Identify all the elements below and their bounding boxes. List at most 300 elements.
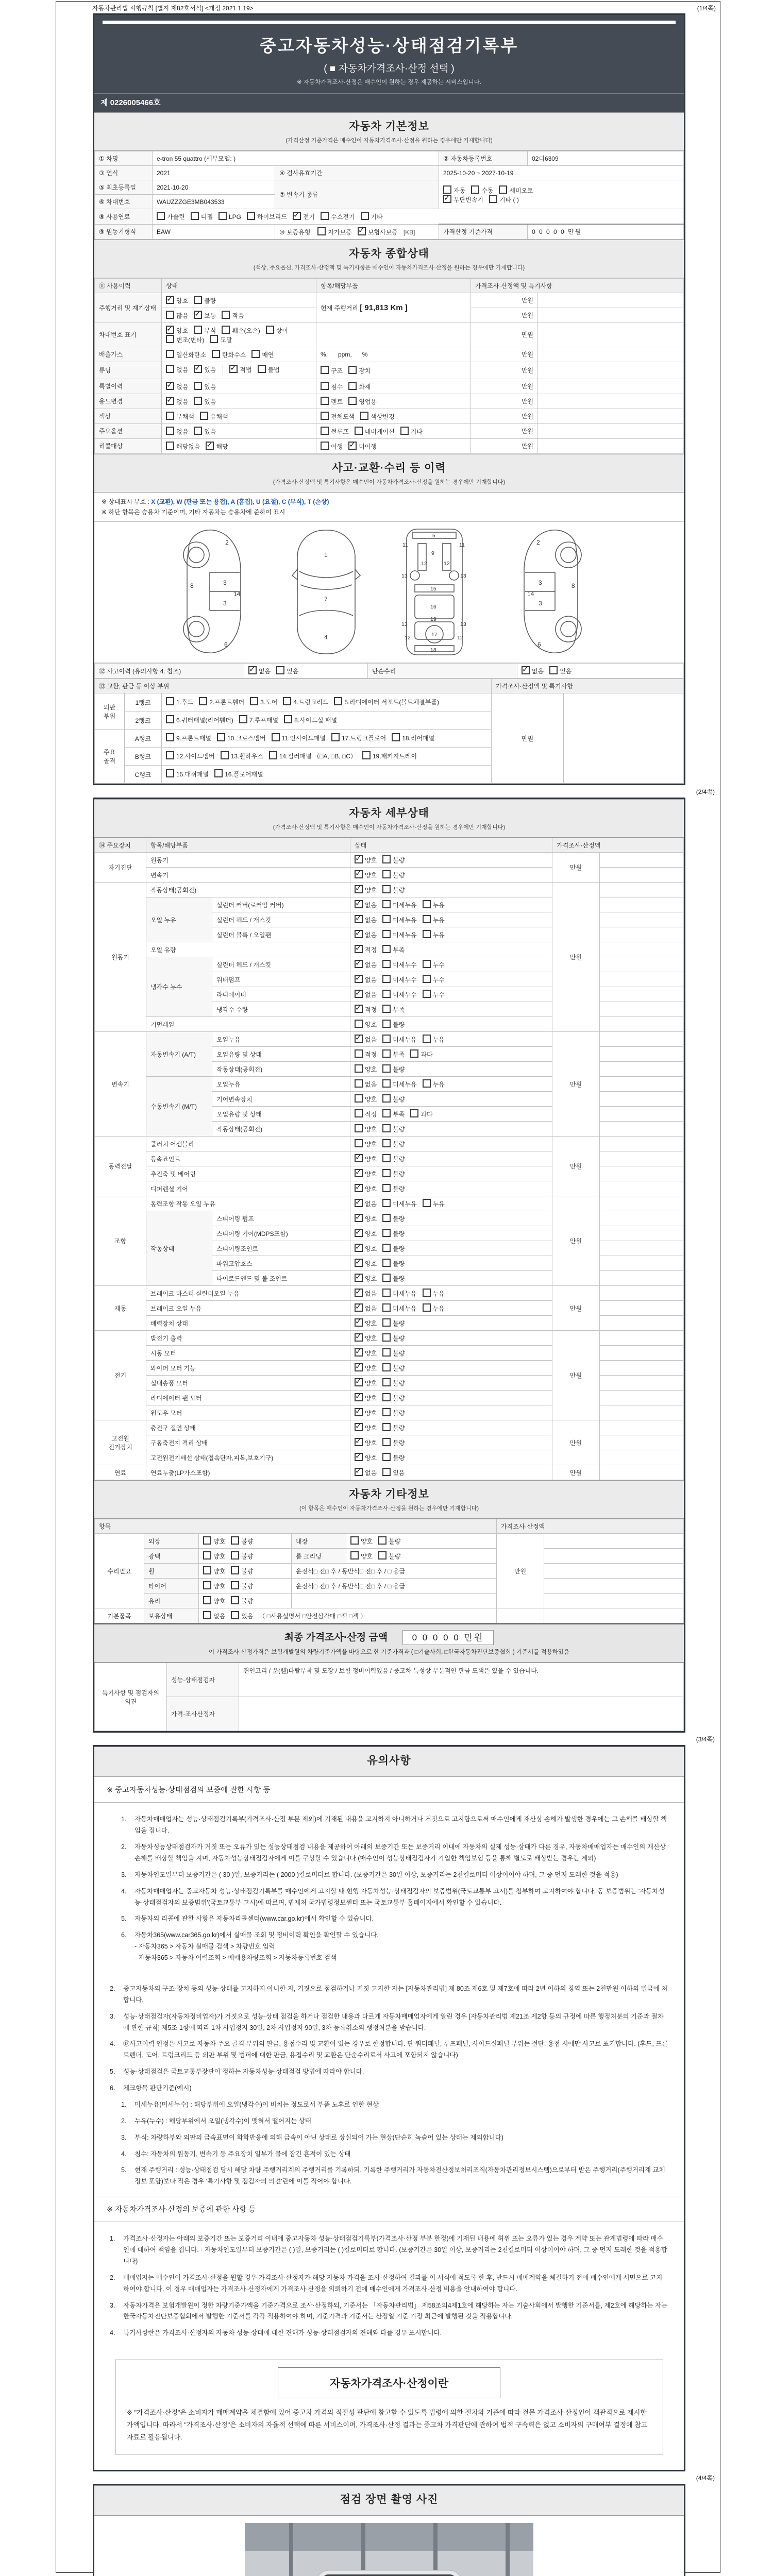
checkbox-checked-icon[interactable]	[355, 915, 363, 923]
checkbox-icon[interactable]	[321, 427, 329, 435]
option[interactable]	[348, 397, 377, 406]
checkbox-icon[interactable]	[321, 412, 329, 420]
checkbox-icon[interactable]	[382, 855, 391, 863]
checkbox-checked-icon[interactable]	[229, 365, 238, 373]
checkbox-checked-icon[interactable]	[355, 1169, 363, 1177]
option[interactable]	[203, 1536, 225, 1546]
option[interactable]	[355, 1378, 377, 1387]
option[interactable]	[317, 227, 351, 236]
checkbox-checked-icon[interactable]	[355, 1199, 363, 1207]
option[interactable]	[355, 1333, 377, 1343]
option[interactable]	[382, 990, 416, 999]
option[interactable]	[157, 212, 185, 221]
checkbox-icon[interactable]	[382, 1020, 391, 1028]
option[interactable]	[166, 714, 233, 726]
checkbox-icon[interactable]	[191, 212, 199, 220]
checkbox-icon[interactable]	[231, 1536, 239, 1545]
checkbox-icon[interactable]	[382, 1259, 391, 1267]
option[interactable]	[382, 1423, 405, 1432]
checkbox-icon[interactable]	[382, 1289, 391, 1297]
option[interactable]	[549, 666, 572, 675]
option[interactable]	[166, 732, 211, 744]
option[interactable]	[355, 1064, 377, 1074]
checkbox-checked-icon[interactable]	[355, 1363, 363, 1371]
checkbox-icon[interactable]	[382, 1363, 391, 1371]
option[interactable]	[231, 1536, 253, 1546]
option[interactable]	[321, 382, 343, 391]
option[interactable]	[443, 195, 483, 204]
checkbox-icon[interactable]	[222, 326, 230, 334]
option[interactable]	[355, 855, 377, 865]
option[interactable]	[217, 732, 266, 744]
option[interactable]	[378, 1536, 400, 1546]
checkbox-checked-icon[interactable]	[358, 227, 366, 235]
option[interactable]	[362, 750, 417, 762]
option[interactable]	[251, 350, 274, 359]
option[interactable]	[361, 212, 383, 221]
checkbox-checked-icon[interactable]	[355, 945, 363, 953]
option[interactable]	[321, 442, 343, 451]
option[interactable]	[166, 365, 188, 374]
option[interactable]	[321, 212, 355, 221]
option[interactable]	[321, 412, 355, 421]
checkbox-icon[interactable]	[231, 1596, 239, 1604]
checkbox-icon[interactable]	[166, 350, 174, 358]
option[interactable]	[231, 1596, 253, 1605]
option[interactable]	[382, 1199, 416, 1208]
option[interactable]	[221, 750, 263, 762]
option[interactable]	[355, 885, 377, 894]
checkbox-icon[interactable]	[410, 1049, 418, 1058]
option[interactable]	[382, 1453, 405, 1462]
checkbox-icon[interactable]	[382, 1199, 391, 1207]
option[interactable]	[382, 960, 416, 969]
option[interactable]	[355, 1020, 377, 1029]
option[interactable]	[382, 1318, 405, 1328]
option[interactable]	[321, 397, 343, 406]
checkbox-icon[interactable]	[214, 769, 223, 777]
checkbox-checked-icon[interactable]	[355, 1468, 363, 1476]
option[interactable]	[203, 1566, 225, 1575]
checkbox-icon[interactable]	[382, 975, 391, 983]
option[interactable]	[355, 1274, 377, 1283]
checkbox-icon[interactable]	[423, 1199, 431, 1207]
checkbox-icon[interactable]	[378, 1536, 386, 1545]
checkbox-checked-icon[interactable]	[443, 195, 451, 203]
checkbox-icon[interactable]	[194, 427, 202, 435]
option[interactable]	[355, 1199, 377, 1208]
checkbox-icon[interactable]	[157, 212, 165, 220]
option[interactable]	[382, 1468, 405, 1477]
checkbox-icon[interactable]	[355, 1094, 363, 1103]
checkbox-icon[interactable]	[194, 326, 202, 334]
checkbox-checked-icon[interactable]	[355, 885, 363, 893]
option[interactable]	[331, 732, 386, 744]
checkbox-icon[interactable]	[231, 1551, 239, 1560]
checkbox-checked-icon[interactable]	[355, 1453, 363, 1461]
checkbox-icon[interactable]	[382, 1124, 391, 1132]
checkbox-icon[interactable]	[471, 185, 479, 194]
checkbox-icon[interactable]	[166, 427, 174, 435]
checkbox-icon[interactable]	[392, 733, 400, 741]
checkbox-icon[interactable]	[355, 1139, 363, 1147]
option[interactable]	[423, 1035, 445, 1044]
checkbox-icon[interactable]	[382, 930, 391, 938]
option[interactable]	[210, 335, 232, 344]
checkbox-icon[interactable]	[166, 442, 174, 450]
checkbox-icon[interactable]	[231, 1566, 239, 1574]
checkbox-icon[interactable]	[219, 212, 227, 220]
checkbox-icon[interactable]	[199, 697, 207, 705]
checkbox-checked-icon[interactable]	[355, 1333, 363, 1342]
option[interactable]	[423, 1199, 445, 1208]
option[interactable]	[355, 1393, 377, 1402]
checkbox-icon[interactable]	[203, 1581, 211, 1589]
checkbox-checked-icon[interactable]	[355, 990, 363, 998]
checkbox-icon[interactable]	[166, 412, 174, 420]
checkbox-icon[interactable]	[382, 1378, 391, 1386]
checkbox-icon[interactable]	[284, 715, 292, 723]
option[interactable]	[355, 1079, 377, 1089]
checkbox-icon[interactable]	[210, 335, 218, 343]
option[interactable]	[355, 1453, 377, 1462]
checkbox-icon[interactable]	[549, 666, 558, 674]
checkbox-icon[interactable]	[231, 1611, 239, 1619]
checkbox-icon[interactable]	[269, 751, 277, 759]
option[interactable]	[355, 1109, 377, 1118]
option[interactable]	[355, 1348, 377, 1358]
option[interactable]	[382, 1348, 405, 1358]
checkbox-icon[interactable]	[382, 1184, 391, 1192]
option[interactable]	[410, 1109, 432, 1118]
checkbox-icon[interactable]	[348, 382, 357, 390]
checkbox-icon[interactable]	[423, 1303, 431, 1312]
option[interactable]	[355, 915, 377, 924]
option[interactable]	[355, 1154, 377, 1163]
option[interactable]	[166, 696, 193, 708]
checkbox-icon[interactable]	[212, 350, 220, 358]
checkbox-icon[interactable]	[382, 1079, 391, 1088]
option[interactable]	[423, 960, 445, 969]
option[interactable]	[219, 212, 241, 221]
checkbox-icon[interactable]	[382, 1214, 391, 1222]
option[interactable]	[392, 732, 434, 744]
checkbox-icon[interactable]	[166, 733, 174, 741]
checkbox-checked-icon[interactable]	[355, 1438, 363, 1446]
option[interactable]	[423, 975, 445, 984]
checkbox-checked-icon[interactable]	[355, 1289, 363, 1297]
option[interactable]	[203, 1551, 225, 1561]
checkbox-icon[interactable]	[382, 1333, 391, 1342]
option[interactable]	[410, 1049, 432, 1059]
checkbox-checked-icon[interactable]	[355, 900, 363, 908]
checkbox-checked-icon[interactable]	[355, 1393, 363, 1401]
checkbox-icon[interactable]	[382, 1035, 391, 1043]
option[interactable]	[355, 945, 377, 954]
option[interactable]	[378, 1551, 400, 1561]
checkbox-icon[interactable]	[382, 870, 391, 878]
option[interactable]	[355, 1468, 377, 1477]
option[interactable]	[423, 1303, 445, 1313]
option[interactable]	[382, 870, 405, 879]
checkbox-icon[interactable]	[266, 326, 274, 334]
checkbox-icon[interactable]	[321, 442, 329, 450]
checkbox-checked-icon[interactable]	[248, 666, 257, 674]
option[interactable]	[348, 442, 377, 451]
option[interactable]	[194, 296, 216, 305]
option[interactable]	[166, 335, 204, 344]
checkbox-checked-icon[interactable]	[355, 1274, 363, 1282]
option[interactable]	[222, 326, 260, 335]
checkbox-icon[interactable]	[382, 990, 391, 998]
option[interactable]	[166, 382, 188, 391]
checkbox-icon[interactable]	[317, 227, 326, 235]
option[interactable]	[423, 990, 445, 999]
option[interactable]	[194, 326, 216, 335]
checkbox-icon[interactable]	[423, 960, 431, 968]
checkbox-icon[interactable]	[166, 365, 174, 373]
option[interactable]	[360, 412, 394, 421]
checkbox-checked-icon[interactable]	[355, 1005, 363, 1013]
checkbox-icon[interactable]	[321, 212, 329, 220]
option[interactable]	[258, 365, 280, 374]
checkbox-icon[interactable]	[222, 311, 230, 319]
checkbox-icon[interactable]	[382, 960, 391, 968]
option[interactable]	[423, 1289, 445, 1298]
checkbox-icon[interactable]	[166, 715, 174, 723]
option[interactable]	[200, 412, 228, 421]
option[interactable]	[382, 1393, 405, 1402]
option[interactable]	[272, 732, 326, 744]
option[interactable]	[382, 1035, 416, 1044]
checkbox-icon[interactable]	[203, 1596, 211, 1604]
checkbox-icon[interactable]	[423, 990, 431, 998]
option[interactable]	[382, 1363, 405, 1372]
checkbox-icon[interactable]	[321, 397, 329, 405]
checkbox-icon[interactable]	[382, 1005, 391, 1013]
checkbox-icon[interactable]	[382, 1109, 391, 1117]
option[interactable]	[239, 714, 278, 726]
checkbox-checked-icon[interactable]	[522, 666, 530, 674]
checkbox-icon[interactable]	[382, 1229, 391, 1237]
option[interactable]	[355, 1408, 377, 1417]
option[interactable]	[355, 1124, 377, 1133]
checkbox-icon[interactable]	[331, 733, 340, 741]
checkbox-icon[interactable]	[410, 1109, 418, 1117]
checkbox-checked-icon[interactable]	[166, 326, 174, 334]
option[interactable]	[423, 930, 445, 939]
checkbox-icon[interactable]	[166, 697, 174, 705]
checkbox-icon[interactable]	[321, 382, 329, 390]
checkbox-icon[interactable]	[348, 366, 357, 374]
option[interactable]	[355, 1035, 377, 1044]
option[interactable]	[194, 365, 216, 374]
option[interactable]	[166, 311, 188, 320]
option[interactable]	[382, 1229, 405, 1238]
option[interactable]	[214, 768, 263, 781]
checkbox-icon[interactable]	[350, 1536, 359, 1545]
option[interactable]	[355, 1244, 377, 1253]
option[interactable]	[350, 1551, 373, 1561]
checkbox-icon[interactable]	[350, 1551, 359, 1560]
checkbox-checked-icon[interactable]	[355, 1348, 363, 1357]
option[interactable]	[212, 350, 246, 359]
checkbox-icon[interactable]	[382, 1094, 391, 1103]
option[interactable]	[166, 442, 200, 451]
checkbox-icon[interactable]	[231, 1581, 239, 1589]
checkbox-checked-icon[interactable]	[355, 1035, 363, 1043]
option[interactable]	[199, 696, 244, 708]
option[interactable]	[166, 397, 188, 406]
checkbox-icon[interactable]	[382, 1468, 391, 1476]
checkbox-icon[interactable]	[423, 900, 431, 908]
option[interactable]	[355, 990, 377, 999]
checkbox-icon[interactable]	[423, 915, 431, 923]
checkbox-icon[interactable]	[355, 1124, 363, 1132]
option[interactable]	[382, 915, 416, 924]
option[interactable]	[355, 975, 377, 984]
option[interactable]	[382, 1408, 405, 1417]
checkbox-icon[interactable]	[378, 1551, 386, 1560]
checkbox-icon[interactable]	[194, 397, 202, 405]
checkbox-checked-icon[interactable]	[355, 1229, 363, 1237]
checkbox-icon[interactable]	[423, 930, 431, 938]
option[interactable]	[382, 1259, 405, 1268]
checkbox-checked-icon[interactable]	[355, 1244, 363, 1252]
option[interactable]	[423, 900, 445, 909]
checkbox-icon[interactable]	[382, 915, 391, 923]
option[interactable]	[355, 960, 377, 969]
checkbox-icon[interactable]	[400, 427, 409, 435]
option[interactable]	[166, 296, 188, 305]
option[interactable]	[382, 1438, 405, 1447]
option[interactable]	[348, 382, 371, 391]
checkbox-icon[interactable]	[203, 1611, 211, 1619]
checkbox-icon[interactable]	[203, 1551, 211, 1560]
option[interactable]	[355, 1094, 377, 1104]
checkbox-icon[interactable]	[166, 335, 174, 343]
option[interactable]	[191, 212, 213, 221]
checkbox-icon[interactable]	[382, 1244, 391, 1252]
option[interactable]	[382, 1333, 405, 1343]
option[interactable]	[350, 1536, 373, 1546]
checkbox-checked-icon[interactable]	[194, 311, 202, 319]
checkbox-icon[interactable]	[348, 397, 357, 405]
option[interactable]	[231, 1611, 253, 1620]
checkbox-icon[interactable]	[382, 1049, 391, 1058]
checkbox-icon[interactable]	[361, 212, 369, 220]
option[interactable]	[382, 975, 416, 984]
checkbox-icon[interactable]	[283, 697, 291, 705]
checkbox-icon[interactable]	[362, 751, 371, 759]
option[interactable]	[382, 1289, 416, 1298]
checkbox-icon[interactable]	[355, 1049, 363, 1058]
checkbox-icon[interactable]	[423, 1079, 431, 1088]
option[interactable]	[382, 1124, 405, 1133]
option[interactable]	[166, 350, 206, 359]
option[interactable]	[276, 666, 298, 675]
option[interactable]	[231, 1551, 253, 1561]
checkbox-checked-icon[interactable]	[355, 960, 363, 968]
checkbox-icon[interactable]	[382, 1453, 391, 1461]
option[interactable]	[355, 1049, 377, 1059]
option[interactable]	[166, 750, 215, 762]
checkbox-icon[interactable]	[489, 195, 497, 203]
option[interactable]	[355, 870, 377, 879]
option[interactable]	[382, 900, 416, 909]
checkbox-icon[interactable]	[166, 769, 174, 777]
option[interactable]	[400, 427, 423, 436]
option[interactable]	[348, 366, 371, 375]
option[interactable]	[250, 696, 277, 708]
checkbox-checked-icon[interactable]	[355, 1318, 363, 1327]
checkbox-icon[interactable]	[423, 1035, 431, 1043]
option[interactable]	[382, 1378, 405, 1387]
checkbox-icon[interactable]	[382, 1064, 391, 1073]
checkbox-checked-icon[interactable]	[355, 1154, 363, 1162]
checkbox-icon[interactable]	[355, 1109, 363, 1117]
option[interactable]	[166, 326, 188, 335]
checkbox-checked-icon[interactable]	[194, 365, 202, 373]
option[interactable]	[355, 427, 395, 436]
checkbox-checked-icon[interactable]	[348, 442, 357, 450]
checkbox-icon[interactable]	[276, 666, 284, 674]
checkbox-checked-icon[interactable]	[355, 1214, 363, 1222]
option[interactable]	[203, 1611, 225, 1620]
checkbox-icon[interactable]	[423, 975, 431, 983]
option[interactable]	[382, 855, 405, 865]
option[interactable]	[358, 227, 398, 236]
checkbox-checked-icon[interactable]	[206, 442, 214, 450]
checkbox-icon[interactable]	[382, 1169, 391, 1177]
option[interactable]	[382, 930, 416, 939]
option[interactable]	[321, 366, 343, 375]
checkbox-checked-icon[interactable]	[355, 1378, 363, 1386]
checkbox-icon[interactable]	[499, 185, 507, 194]
checkbox-icon[interactable]	[166, 311, 174, 319]
checkbox-checked-icon[interactable]	[355, 870, 363, 878]
checkbox-checked-icon[interactable]	[166, 397, 174, 405]
checkbox-icon[interactable]	[360, 412, 368, 420]
checkbox-checked-icon[interactable]	[355, 1259, 363, 1267]
option[interactable]	[355, 1184, 377, 1193]
option[interactable]	[382, 1184, 405, 1193]
checkbox-icon[interactable]	[382, 900, 391, 908]
option[interactable]	[166, 427, 188, 436]
checkbox-icon[interactable]	[382, 1408, 391, 1416]
option[interactable]	[194, 311, 216, 320]
checkbox-checked-icon[interactable]	[355, 1303, 363, 1312]
option[interactable]	[423, 915, 445, 924]
checkbox-icon[interactable]	[382, 1438, 391, 1446]
checkbox-icon[interactable]	[382, 1318, 391, 1327]
option[interactable]	[166, 768, 209, 781]
checkbox-icon[interactable]	[272, 733, 280, 741]
option[interactable]	[471, 185, 493, 195]
option[interactable]	[355, 1259, 377, 1268]
option[interactable]	[382, 885, 405, 894]
checkbox-checked-icon[interactable]	[355, 975, 363, 983]
checkbox-icon[interactable]	[239, 715, 247, 723]
option[interactable]	[382, 1005, 405, 1014]
checkbox-checked-icon[interactable]	[355, 1408, 363, 1416]
checkbox-icon[interactable]	[251, 350, 260, 358]
option[interactable]	[284, 714, 337, 726]
checkbox-checked-icon[interactable]	[166, 296, 174, 304]
option[interactable]	[229, 365, 251, 374]
checkbox-icon[interactable]	[382, 1348, 391, 1357]
checkbox-icon[interactable]	[334, 697, 342, 705]
